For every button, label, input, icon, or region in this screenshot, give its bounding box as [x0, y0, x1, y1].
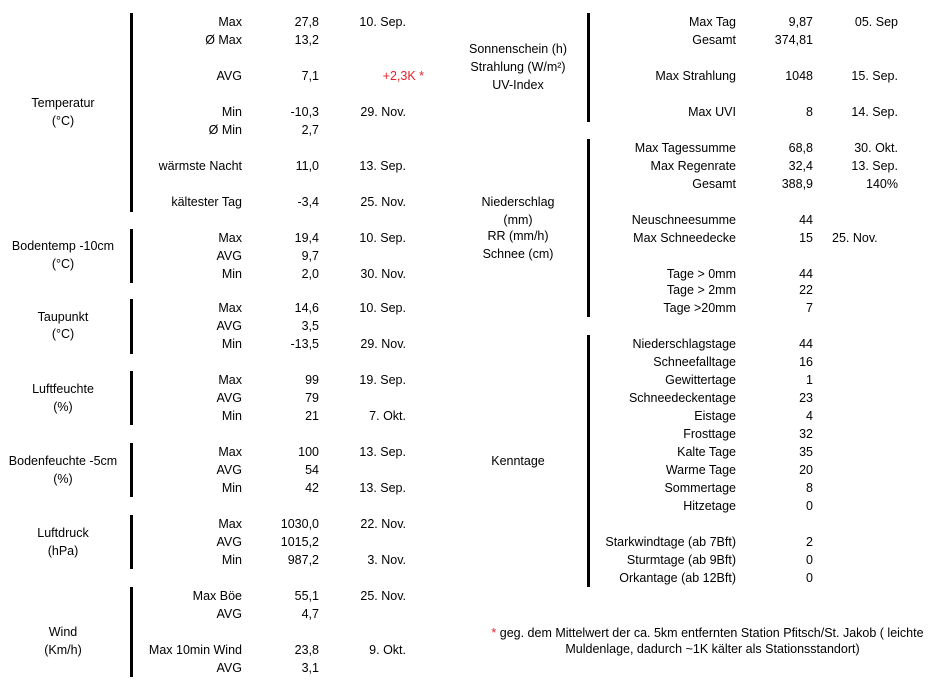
row-value: 19,4	[294, 231, 319, 245]
row-label: Max 10min Wind	[148, 643, 242, 657]
row-label: AVG	[216, 69, 242, 83]
row-date: 05. Sep	[854, 15, 898, 29]
row-date: 13. Sep.	[359, 159, 406, 173]
row-date: 29. Nov.	[360, 337, 406, 351]
row-value: 4	[806, 409, 813, 423]
row-date: 10. Sep.	[359, 301, 406, 315]
section-title: (°C)	[51, 327, 75, 341]
row-date: 15. Sep.	[851, 69, 898, 83]
row-value: 2	[806, 535, 813, 549]
section-title: RR (mm/h)	[487, 229, 549, 243]
row-date: 30. Okt.	[854, 141, 898, 155]
row-value: 7	[806, 301, 813, 315]
row-label: Hitzetage	[683, 499, 736, 513]
section-title: Luftdruck	[37, 526, 89, 540]
row-date: 25. Nov.	[360, 589, 406, 603]
row-label: Max UVI	[688, 105, 736, 119]
row-label: Frosttage	[683, 427, 736, 441]
section-title: Wind	[48, 625, 78, 639]
row-label: Max Strahlung	[655, 69, 736, 83]
row-value: 13,2	[294, 33, 319, 47]
row-value: 68,8	[788, 141, 813, 155]
row-label: AVG	[216, 463, 242, 477]
row-date: 14. Sep.	[851, 105, 898, 119]
row-value: 3,1	[301, 661, 319, 675]
row-value: 23	[799, 391, 813, 405]
row-date: 13. Sep.	[851, 159, 898, 173]
row-label: Max Regenrate	[650, 159, 736, 173]
row-value: 99	[305, 373, 319, 387]
row-date: 13. Sep.	[359, 445, 406, 459]
row-value: 374,81	[774, 33, 813, 47]
row-label: Max	[218, 517, 242, 531]
row-label: Max	[218, 445, 242, 459]
row-date: 140%	[866, 177, 898, 191]
row-label: Max	[218, 301, 242, 315]
section-title: (mm)	[503, 213, 533, 227]
row-value: 388,9	[781, 177, 813, 191]
row-value: 0	[806, 499, 813, 513]
row-value: 44	[799, 267, 813, 281]
row-date: 22. Nov.	[360, 517, 406, 531]
section-title: Temperatur	[31, 96, 95, 110]
row-value: -3,4	[297, 195, 319, 209]
section-title: (°C)	[51, 257, 75, 271]
row-label: Tage > 0mm	[666, 267, 736, 281]
row-label: Min	[221, 409, 242, 423]
row-value: 54	[305, 463, 319, 477]
row-date: 25. Nov.	[832, 231, 878, 245]
row-value: 44	[799, 213, 813, 227]
row-value: 1015,2	[280, 535, 319, 549]
row-date: 7. Okt.	[369, 409, 406, 423]
row-date: 3. Nov.	[367, 553, 406, 567]
section-title: Strahlung (W/m²)	[470, 60, 566, 74]
row-value: 7,1	[301, 69, 319, 83]
section-title: UV-Index	[492, 78, 544, 92]
row-label: Tage > 2mm	[666, 283, 736, 297]
row-value: 23,8	[294, 643, 319, 657]
row-value: 987,2	[287, 553, 319, 567]
row-label: Ø Max	[205, 33, 242, 47]
row-value: 32,4	[788, 159, 813, 173]
row-label: Gesamt	[692, 177, 736, 191]
row-value: 1	[806, 373, 813, 387]
row-value: 2,0	[301, 267, 319, 281]
section-title: Schnee (cm)	[482, 247, 554, 261]
row-label: Gesamt	[692, 33, 736, 47]
row-value: 11,0	[295, 159, 319, 173]
row-value: 21	[305, 409, 319, 423]
row-value: 0	[806, 571, 813, 585]
row-label: Schneefalltage	[653, 355, 736, 369]
row-label: kältester Tag	[171, 195, 242, 209]
section-title: Luftfeuchte	[32, 382, 94, 396]
row-value: 8	[806, 481, 813, 495]
row-label: Orkantage (ab 12Bft)	[619, 571, 736, 585]
row-date: 13. Sep.	[359, 481, 406, 495]
row-value: -10,3	[290, 105, 319, 119]
section-title: (hPa)	[47, 544, 79, 558]
deviation-value: +2,3K *	[382, 69, 424, 83]
row-value: 0	[806, 553, 813, 567]
row-label: Max	[218, 373, 242, 387]
row-value: 15	[799, 231, 813, 245]
row-date: 10. Sep.	[359, 15, 406, 29]
row-label: AVG	[216, 661, 242, 675]
row-label: Min	[221, 105, 242, 119]
row-value: 100	[298, 445, 319, 459]
row-label: Niederschlagstage	[632, 337, 736, 351]
row-label: AVG	[216, 607, 242, 621]
row-label: Sommertage	[664, 481, 736, 495]
section-title: Bodentemp -10cm	[11, 239, 115, 253]
row-date: 25. Nov.	[360, 195, 406, 209]
row-value: 4,7	[301, 607, 319, 621]
section-title: (°C)	[51, 114, 75, 128]
row-label: Neuschneesumme	[631, 213, 736, 227]
row-date: 9. Okt.	[369, 643, 406, 657]
row-label: Max Schneedecke	[633, 231, 736, 245]
footnote-marker: *	[491, 626, 497, 640]
footnote-line-2: Muldenlage, dadurch ~1K kälter als Stationsstandort)	[565, 642, 860, 656]
row-value: 2,7	[301, 123, 319, 137]
section-title: Bodenfeuchte -5cm	[8, 454, 118, 468]
row-value: 32	[799, 427, 813, 441]
row-value: 55,1	[294, 589, 319, 603]
row-value: 1048	[785, 69, 813, 83]
row-value: 20	[799, 463, 813, 477]
row-label: AVG	[216, 249, 242, 263]
row-value: 27,8	[294, 15, 319, 29]
section-title: Sonnenschein (h)	[469, 42, 567, 56]
row-value: 42	[305, 481, 319, 495]
row-value: 35	[799, 445, 813, 459]
row-value: 3,5	[301, 319, 319, 333]
row-label: Eistage	[694, 409, 736, 423]
section-title: Niederschlag	[481, 195, 555, 209]
footnote-text: geg. dem Mittelwert der ca. 5km entfernten Station Pfitsch/St. Jakob ( leichte	[496, 626, 924, 640]
row-label: Min	[221, 481, 242, 495]
row-label: Ø Min	[208, 123, 242, 137]
row-label: Max Tagessumme	[634, 141, 736, 155]
row-value: 79	[305, 391, 319, 405]
section-title: (%)	[53, 472, 73, 486]
row-label: AVG	[216, 319, 242, 333]
row-date: 30. Nov.	[360, 267, 406, 281]
row-value: 14,6	[294, 301, 319, 315]
footnote-line-1	[470, 625, 945, 641]
section-title: (%)	[53, 400, 73, 414]
row-value: 44	[799, 337, 813, 351]
row-label: Kalte Tage	[677, 445, 736, 459]
row-label: Gewittertage	[665, 373, 736, 387]
row-value: -13,5	[290, 337, 319, 351]
row-label: Tage >20mm	[663, 301, 736, 315]
row-value: 9,87	[788, 15, 813, 29]
row-label: Max Böe	[192, 589, 242, 603]
row-label: Warme Tage	[665, 463, 736, 477]
row-label: wärmste Nacht	[158, 159, 242, 173]
row-label: AVG	[216, 391, 242, 405]
row-value: 16	[799, 355, 813, 369]
row-label: Max	[218, 15, 242, 29]
row-value: 1030,0	[280, 517, 319, 531]
row-label: Min	[221, 267, 242, 281]
row-date: 10. Sep.	[359, 231, 406, 245]
row-label: Min	[221, 337, 242, 351]
row-label: Sturmtage (ab 9Bft)	[626, 553, 736, 567]
section-title: Kenntage	[491, 454, 545, 468]
row-date: 29. Nov.	[360, 105, 406, 119]
row-label: Schneedeckentage	[628, 391, 736, 405]
row-value: 8	[806, 105, 813, 119]
row-label: Max	[218, 231, 242, 245]
row-value: 9,7	[301, 249, 319, 263]
row-label: Min	[221, 553, 242, 567]
row-value: 22	[799, 283, 813, 297]
row-label: Starkwindtage (ab 7Bft)	[605, 535, 736, 549]
section-title: Taupunkt	[37, 310, 89, 324]
row-label: AVG	[216, 535, 242, 549]
row-date: 19. Sep.	[359, 373, 406, 387]
row-label: Max Tag	[688, 15, 736, 29]
section-title: (Km/h)	[44, 643, 82, 657]
